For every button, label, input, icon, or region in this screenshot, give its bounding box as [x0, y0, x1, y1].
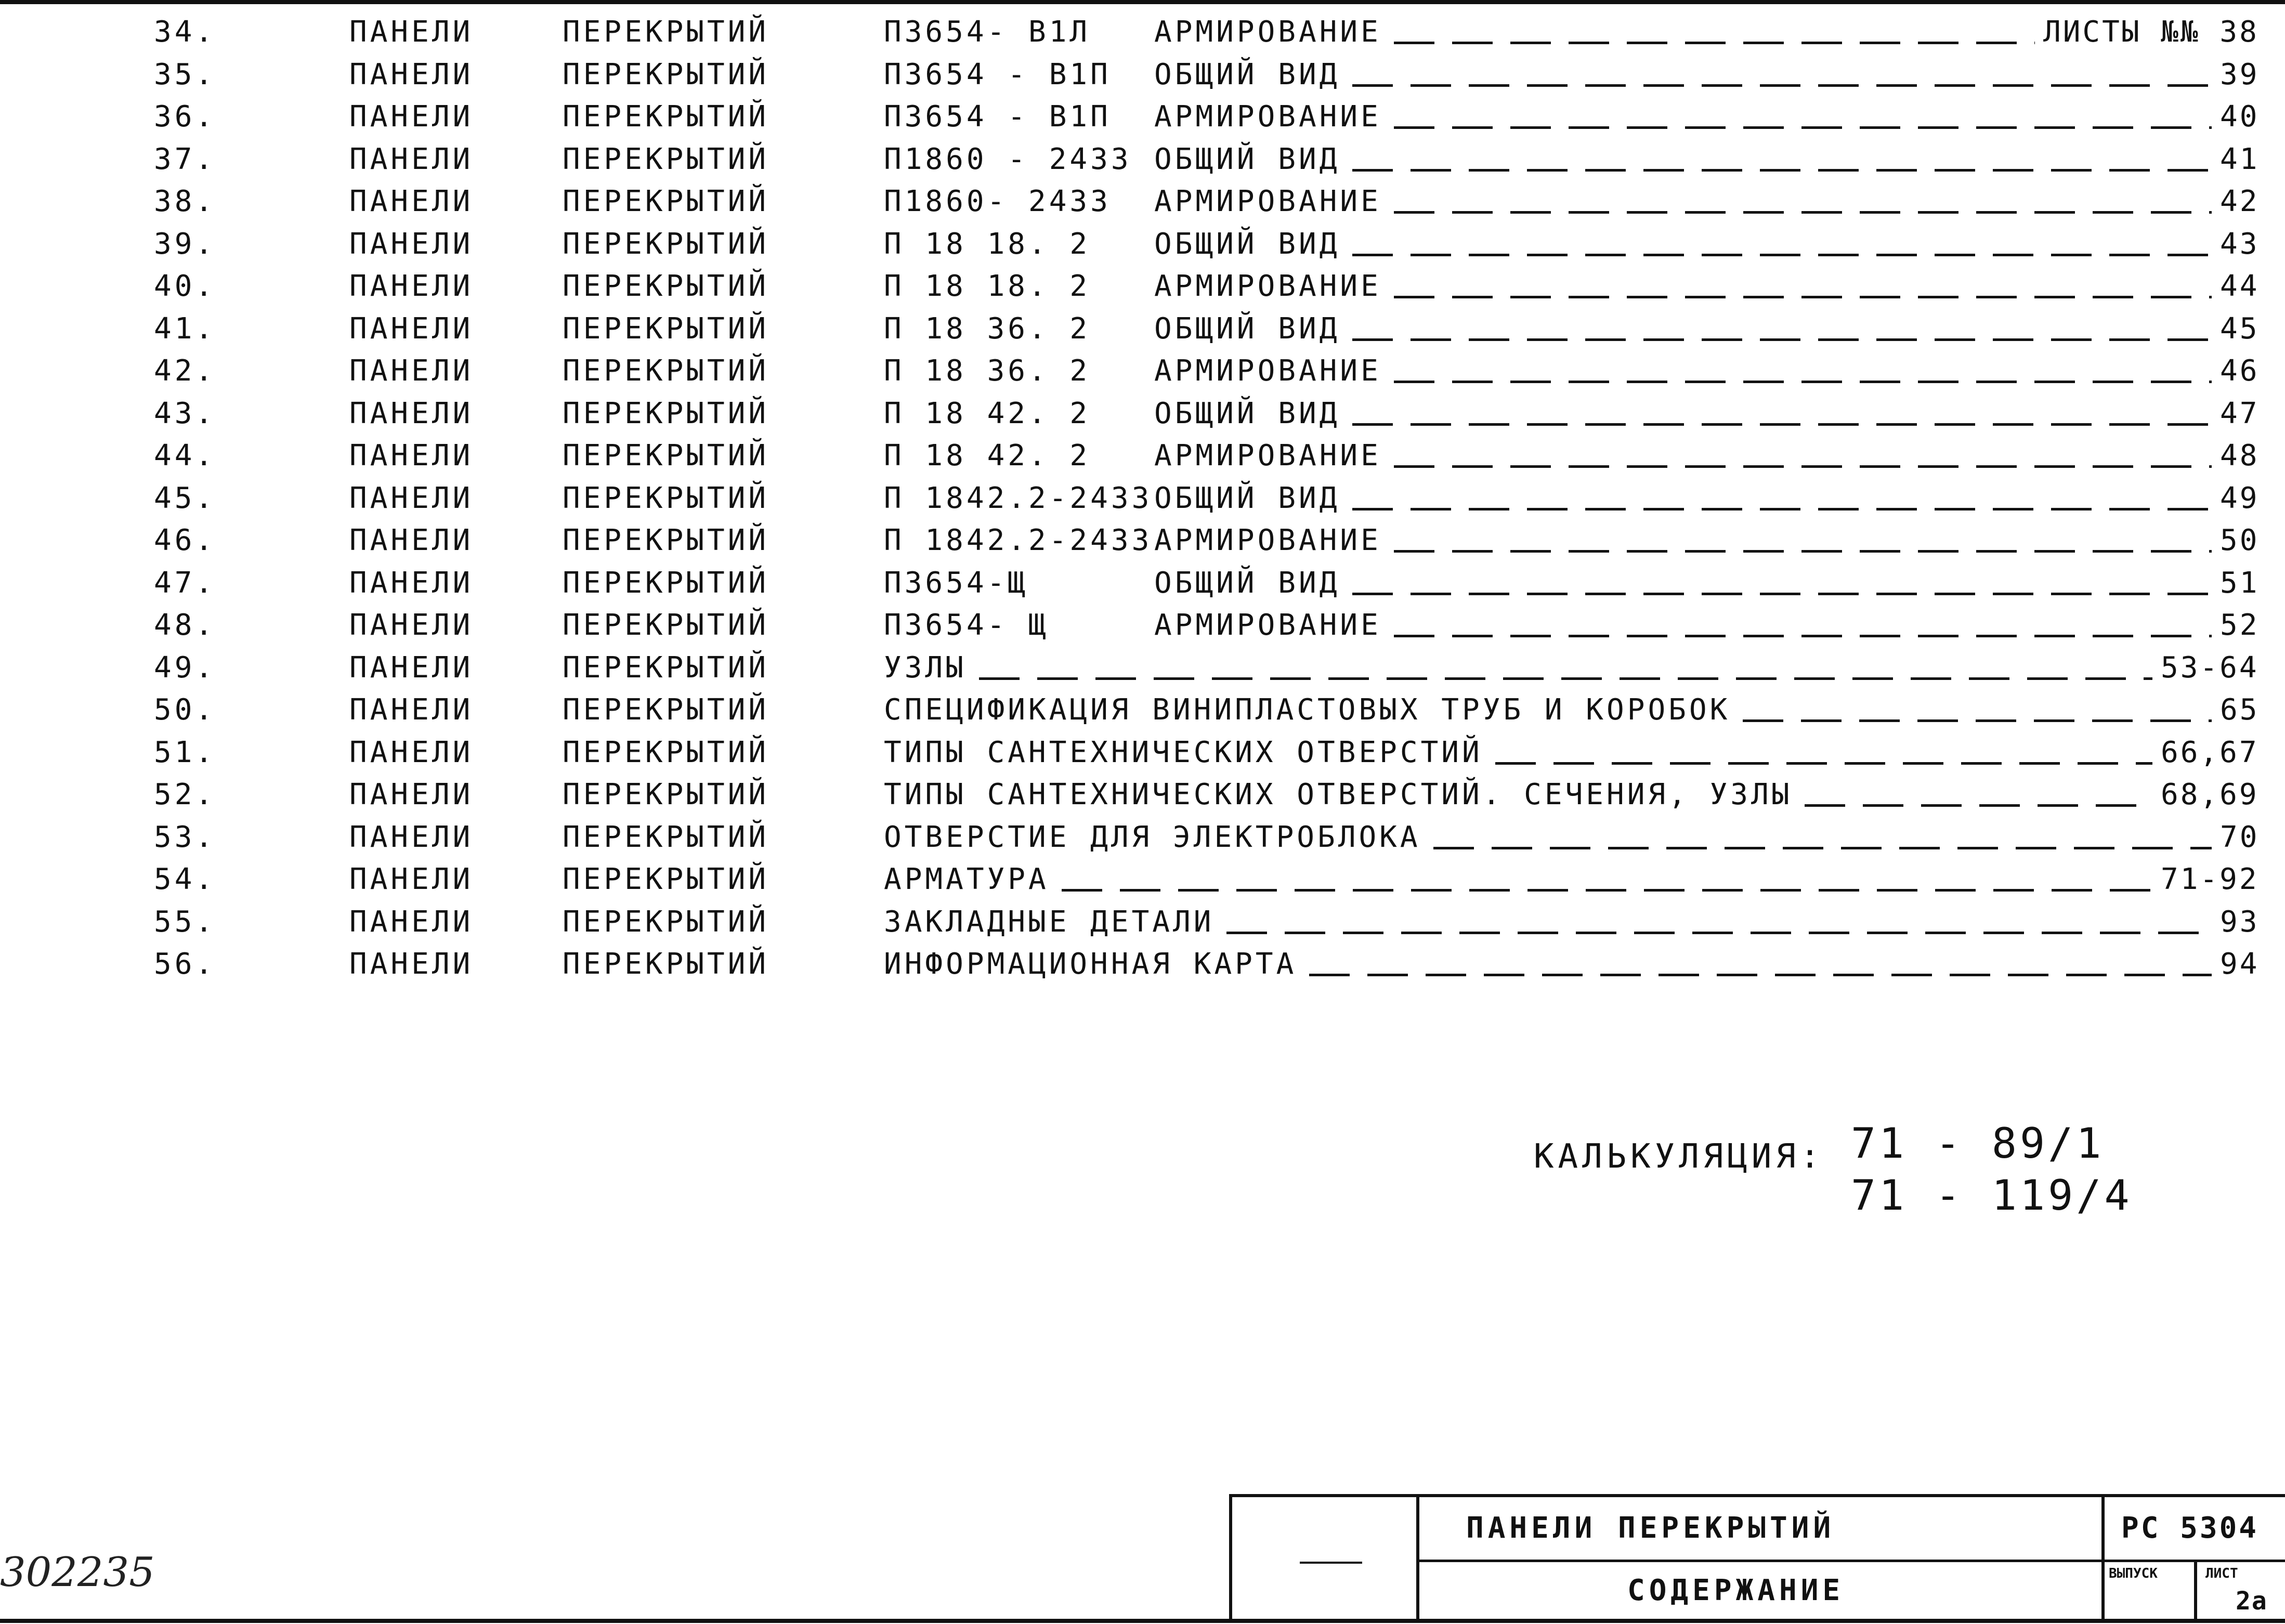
row-sheet-number: 71-92	[2161, 862, 2259, 896]
row-element-name: ПАНЕЛИ	[349, 227, 474, 261]
row-description: ОБЩИЙ ВИД	[1154, 396, 1340, 430]
row-element-type: ПЕРЕКРЫТИЙ	[563, 311, 769, 346]
contents-row	[0, 139, 2285, 180]
row-description: ОБЩИЙ ВИД	[1154, 227, 1340, 261]
title-block-title: ПАНЕЛИ ПЕРЕКРЫТИЙ	[1466, 1511, 1835, 1545]
row-leader-line	[1394, 266, 2212, 307]
contents-row	[0, 689, 2285, 731]
row-number: 40.	[154, 269, 216, 303]
row-sheet-number: ЛИСТЫ №№ 38	[2043, 15, 2259, 49]
row-leader-line	[1394, 11, 2035, 53]
row-element-name: ПАНЕЛИ	[349, 439, 474, 473]
contents-row	[0, 944, 2285, 985]
row-sheet-number: 39	[2220, 57, 2260, 91]
top-border-line	[0, 0, 2285, 4]
row-element-type: ПЕРЕКРЫТИЙ	[563, 185, 769, 218]
row-leader-line	[1394, 520, 2212, 561]
row-leader-line	[1394, 96, 2212, 138]
row-description: ОБЩИЙ ВИД	[1154, 481, 1340, 515]
row-description: АРМИРОВАНИЕ	[1154, 608, 1381, 642]
row-leader-line	[1743, 689, 2212, 731]
row-element-name: ПАНЕЛИ	[349, 354, 474, 388]
row-brand-code: П3654 - В1П	[884, 100, 1111, 134]
row-sheet-number: 52	[2220, 608, 2260, 642]
row-leader-line	[1352, 224, 2212, 265]
row-brand-code: П3654-Щ	[884, 566, 1029, 600]
row-number: 52.	[154, 778, 216, 811]
row-leader-line	[1352, 308, 2212, 350]
row-element-type: ПЕРЕКРЫТИЙ	[563, 735, 769, 769]
row-sheet-number: 41	[2220, 142, 2260, 176]
row-element-type: ПЕРЕКРЫТИЙ	[563, 820, 769, 854]
row-number: 51.	[154, 735, 216, 769]
calculation-value-1: 71 - 89/1	[1851, 1119, 2105, 1168]
row-description: ТИПЫ САНТЕХНИЧЕСКИХ ОТВЕРСТИЙ. СЕЧЕНИЯ, УЗЛЫ	[884, 778, 1793, 811]
row-sheet-number: 53-64	[2161, 650, 2259, 685]
row-element-name: ПАНЕЛИ	[349, 947, 474, 981]
row-element-name: ПАНЕЛИ	[349, 142, 474, 176]
row-sheet-number: 42	[2220, 185, 2260, 218]
contents-row	[0, 96, 2285, 138]
row-brand-code: П 18 36. 2	[884, 311, 1091, 346]
row-number: 46.	[154, 523, 216, 557]
row-element-type: ПЕРЕКРЫТИЙ	[563, 439, 769, 473]
row-sheet-number: 48	[2220, 439, 2260, 473]
row-leader-line	[1394, 605, 2212, 646]
row-brand-code: П3654- Щ	[884, 608, 1049, 642]
row-leader-line	[1352, 478, 2212, 519]
row-number: 39.	[154, 227, 216, 261]
row-sheet-number: 94	[2220, 947, 2260, 981]
contents-row	[0, 520, 2285, 561]
row-element-name: ПАНЕЛИ	[349, 735, 474, 769]
row-element-type: ПЕРЕКРЫТИЙ	[563, 100, 769, 134]
row-description: ОТВЕРСТИЕ ДЛЯ ЭЛЕКТРОБЛОКА	[884, 820, 1421, 854]
row-brand-code: П 18 18. 2	[884, 227, 1091, 261]
row-element-name: ПАНЕЛИ	[349, 100, 474, 134]
contents-row	[0, 732, 2285, 774]
row-number: 34.	[154, 15, 216, 49]
row-brand-code: П 18 42. 2	[884, 396, 1091, 430]
title-block-divider	[2194, 1560, 2197, 1621]
row-number: 45.	[154, 481, 216, 515]
title-block-sheet: 2а	[2236, 1587, 2268, 1616]
title-block-divider	[2101, 1497, 2105, 1621]
contents-row	[0, 774, 2285, 816]
row-element-name: ПАНЕЛИ	[349, 650, 474, 685]
row-leader-line	[1352, 562, 2212, 604]
row-number: 41.	[154, 311, 216, 346]
row-leader-line	[1352, 393, 2212, 435]
row-element-name: ПАНЕЛИ	[349, 481, 474, 515]
contents-row	[0, 54, 2285, 96]
contents-row	[0, 859, 2285, 900]
row-element-name: ПАНЕЛИ	[349, 820, 474, 854]
row-element-type: ПЕРЕКРЫТИЙ	[563, 269, 769, 303]
contents-row	[0, 266, 2285, 307]
row-element-name: ПАНЕЛИ	[349, 905, 474, 939]
contents-row	[0, 478, 2285, 519]
row-brand-code: П 18 36. 2	[884, 354, 1091, 388]
row-element-type: ПЕРЕКРЫТИЙ	[563, 905, 769, 939]
row-leader-line	[1394, 435, 2212, 477]
row-element-type: ПЕРЕКРЫТИЙ	[563, 608, 769, 642]
row-element-type: ПЕРЕКРЫТИЙ	[563, 396, 769, 430]
row-element-type: ПЕРЕКРЫТИЙ	[563, 15, 769, 49]
row-brand-code: П3654 - В1П	[884, 57, 1111, 91]
row-number: 47.	[154, 566, 216, 600]
row-element-name: ПАНЕЛИ	[349, 185, 474, 218]
row-element-type: ПЕРЕКРЫТИЙ	[563, 481, 769, 515]
row-number: 38.	[154, 185, 216, 218]
row-leader-line	[1394, 350, 2212, 392]
row-element-type: ПЕРЕКРЫТИЙ	[563, 947, 769, 981]
row-description: АРМИРОВАНИЕ	[1154, 269, 1381, 303]
row-description: АРМИРОВАНИЕ	[1154, 523, 1381, 557]
row-element-type: ПЕРЕКРЫТИЙ	[563, 650, 769, 685]
row-leader-line	[979, 647, 2152, 689]
row-element-name: ПАНЕЛИ	[349, 693, 474, 727]
row-number: 54.	[154, 862, 216, 896]
row-number: 43.	[154, 396, 216, 430]
contents-row	[0, 901, 2285, 943]
title-block-issue-label: ВЫПУСК	[2109, 1566, 2158, 1581]
row-element-type: ПЕРЕКРЫТИЙ	[563, 523, 769, 557]
row-description: АРМИРОВАНИЕ	[1154, 354, 1381, 388]
contents-row	[0, 393, 2285, 435]
calculation-label: КАЛЬКУЛЯЦИЯ:	[1534, 1137, 1824, 1176]
contents-row	[0, 11, 2285, 53]
row-number: 37.	[154, 142, 216, 176]
row-element-name: ПАНЕЛИ	[349, 523, 474, 557]
row-sheet-number: 65	[2220, 693, 2260, 727]
row-number: 53.	[154, 820, 216, 854]
row-number: 44.	[154, 439, 216, 473]
row-leader-line	[1495, 732, 2152, 774]
contents-row	[0, 224, 2285, 265]
row-brand-code: П 1842.2-2433	[884, 523, 1153, 557]
row-leader-line	[1352, 139, 2212, 180]
bottom-border-line	[0, 1619, 2285, 1623]
row-element-name: ПАНЕЛИ	[349, 57, 474, 91]
title-block-series: РС 5304	[2121, 1511, 2259, 1545]
row-element-type: ПЕРЕКРЫТИЙ	[563, 778, 769, 811]
row-leader-line	[1805, 774, 2152, 816]
row-element-type: ПЕРЕКРЫТИЙ	[563, 57, 769, 91]
row-sheet-number: 49	[2220, 481, 2260, 515]
contents-row	[0, 435, 2285, 477]
row-description: АРМИРОВАНИЕ	[1154, 15, 1381, 49]
row-sheet-number: 46	[2220, 354, 2260, 388]
row-description: ОБЩИЙ ВИД	[1154, 57, 1340, 91]
row-element-name: ПАНЕЛИ	[349, 862, 474, 896]
row-description: УЗЛЫ	[884, 650, 967, 685]
row-description: АРМИРОВАНИЕ	[1154, 439, 1381, 473]
row-description: АРМАТУРА	[884, 862, 1049, 896]
row-number: 48.	[154, 608, 216, 642]
row-sheet-number: 47	[2220, 396, 2260, 430]
row-sheet-number: 45	[2220, 311, 2260, 346]
row-element-name: ПАНЕЛИ	[349, 311, 474, 346]
row-leader-line	[1226, 901, 2212, 943]
row-number: 56.	[154, 947, 216, 981]
row-leader-line	[1433, 817, 2212, 858]
row-description: ОБЩИЙ ВИД	[1154, 566, 1340, 600]
row-element-name: ПАНЕЛИ	[349, 15, 474, 49]
row-leader-line	[1309, 944, 2212, 985]
row-description: ОБЩИЙ ВИД	[1154, 311, 1340, 346]
row-element-name: ПАНЕЛИ	[349, 396, 474, 430]
row-brand-code: П1860 - 2433	[884, 142, 1132, 176]
row-brand-code: П 1842.2-2433	[884, 481, 1153, 515]
row-element-type: ПЕРЕКРЫТИЙ	[563, 227, 769, 261]
title-block	[1229, 1494, 2285, 1621]
row-description: ОБЩИЙ ВИД	[1154, 142, 1340, 176]
row-leader-line	[1352, 54, 2212, 96]
row-description: ТИПЫ САНТЕХНИЧЕСКИХ ОТВЕРСТИЙ	[884, 735, 1483, 769]
contents-row	[0, 817, 2285, 858]
row-element-name: ПАНЕЛИ	[349, 269, 474, 303]
row-sheet-number: 51	[2220, 566, 2260, 600]
row-description: ЗАКЛАДНЫЕ ДЕТАЛИ	[884, 905, 1215, 939]
row-element-type: ПЕРЕКРЫТИЙ	[563, 354, 769, 388]
row-number: 55.	[154, 905, 216, 939]
title-block-subtitle: СОДЕРЖАНИЕ	[1627, 1574, 1845, 1607]
row-number: 49.	[154, 650, 216, 685]
row-description: ИНФОРМАЦИОННАЯ КАРТА	[884, 947, 1297, 981]
row-description: АРМИРОВАНИЕ	[1154, 185, 1381, 218]
title-block-dash	[1300, 1562, 1362, 1564]
row-number: 42.	[154, 354, 216, 388]
row-sheet-number: 50	[2220, 523, 2260, 557]
row-sheet-number: 43	[2220, 227, 2260, 261]
row-sheet-number: 66,67	[2161, 735, 2259, 769]
calculation-value-2: 71 - 119/4	[1851, 1171, 2133, 1220]
row-sheet-number: 68,69	[2161, 778, 2259, 811]
row-number: 35.	[154, 57, 216, 91]
row-number: 36.	[154, 100, 216, 134]
row-brand-code: П1860- 2433	[884, 185, 1111, 218]
row-sheet-number: 40	[2220, 100, 2260, 134]
contents-row	[0, 647, 2285, 689]
contents-row	[0, 350, 2285, 392]
row-element-type: ПЕРЕКРЫТИЙ	[563, 862, 769, 896]
row-brand-code: П 18 42. 2	[884, 439, 1091, 473]
row-element-name: ПАНЕЛИ	[349, 608, 474, 642]
row-element-name: ПАНЕЛИ	[349, 566, 474, 600]
row-leader-line	[1394, 181, 2212, 222]
row-description: СПЕЦИФИКАЦИЯ ВИНИПЛАСТОВЫХ ТРУБ И КОРОБОК	[884, 693, 1731, 727]
contents-row	[0, 605, 2285, 646]
row-sheet-number: 70	[2220, 820, 2260, 854]
title-block-divider	[1416, 1560, 2285, 1562]
row-element-name: ПАНЕЛИ	[349, 778, 474, 811]
row-element-type: ПЕРЕКРЫТИЙ	[563, 693, 769, 727]
row-sheet-number: 93	[2220, 905, 2260, 939]
row-leader-line	[1062, 859, 2152, 900]
row-sheet-number: 44	[2220, 269, 2260, 303]
title-block-sheet-label: ЛИСТ	[2205, 1566, 2238, 1581]
contents-row	[0, 308, 2285, 350]
row-description: АРМИРОВАНИЕ	[1154, 100, 1381, 134]
archive-number: 302235	[0, 1549, 155, 1596]
contents-row	[0, 181, 2285, 222]
row-brand-code: П 18 18. 2	[884, 269, 1091, 303]
row-element-type: ПЕРЕКРЫТИЙ	[563, 566, 769, 600]
title-block-divider	[1416, 1497, 1419, 1621]
row-brand-code: П3654- В1Л	[884, 15, 1091, 49]
row-number: 50.	[154, 693, 216, 727]
contents-row	[0, 562, 2285, 604]
row-element-type: ПЕРЕКРЫТИЙ	[563, 142, 769, 176]
